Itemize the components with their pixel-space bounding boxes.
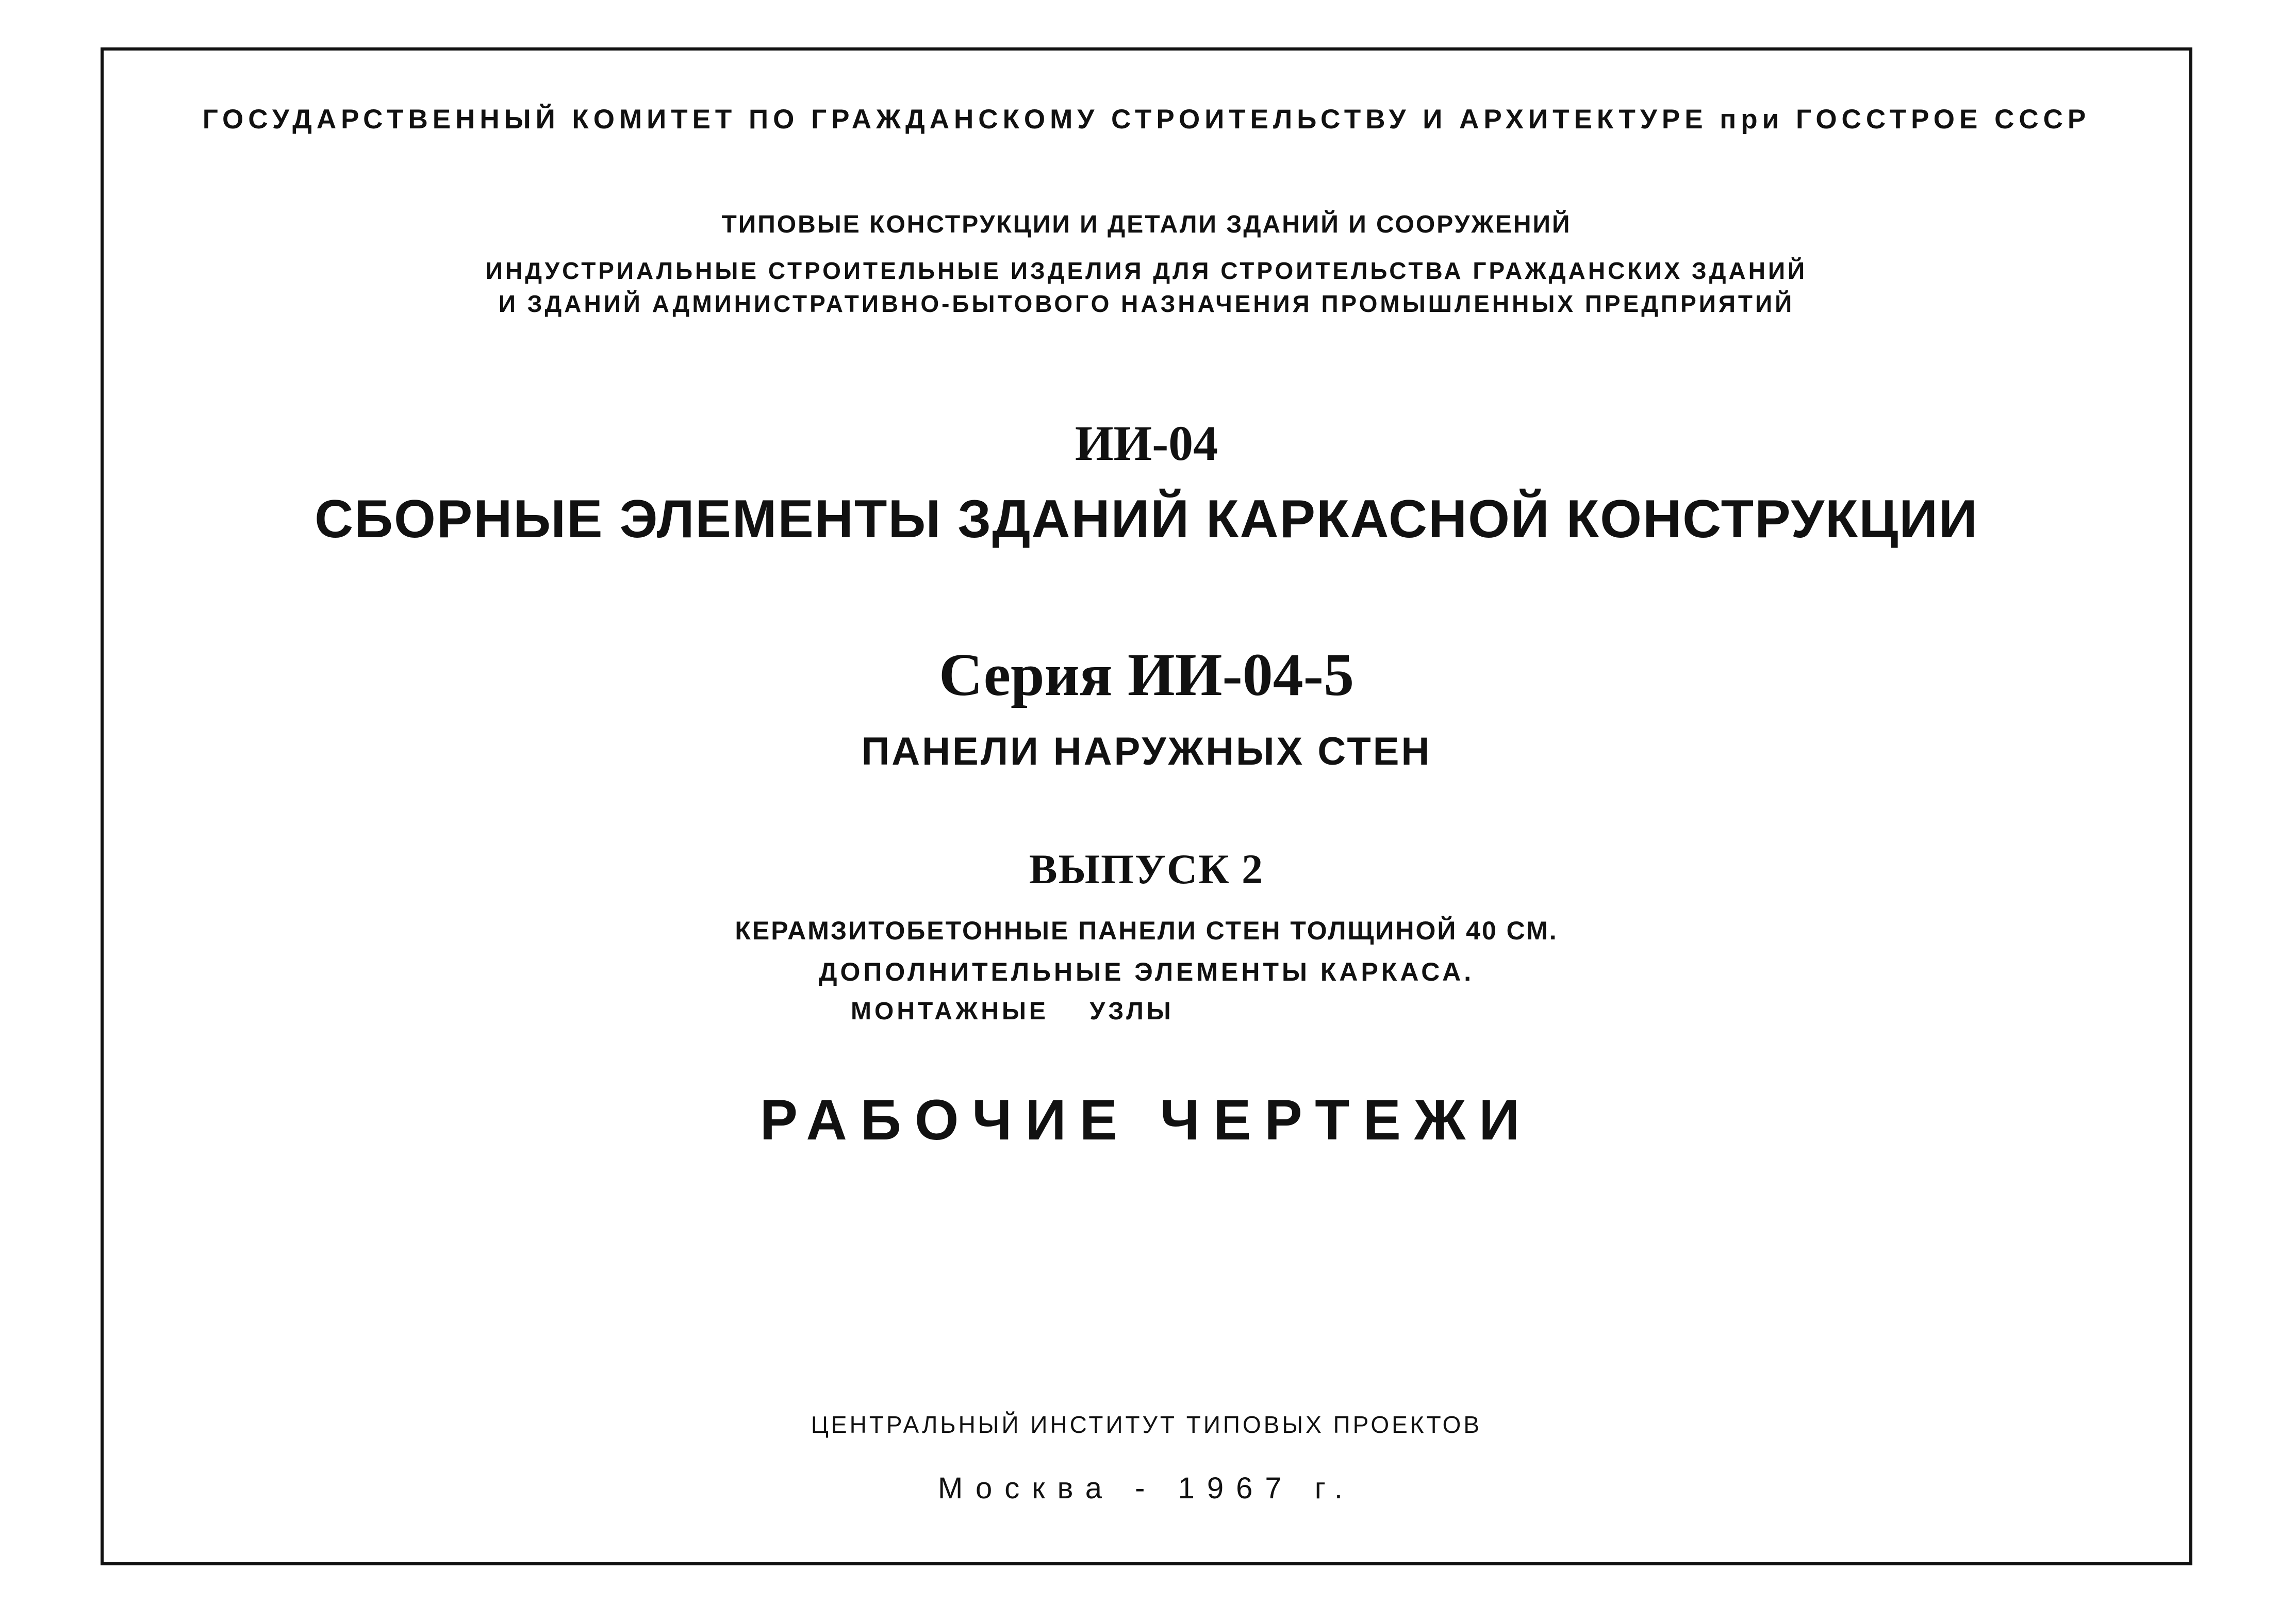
collection-code: ИИ-04 bbox=[1075, 416, 1218, 471]
document-type-heading: РАБОЧИЕ ЧЕРТЕЖИ bbox=[759, 1088, 1533, 1152]
issue-description-line-1: КЕРАМЗИТОБЕТОННЫЕ ПАНЕЛИ СТЕН ТОЛЩИНОЙ 40 СМ. bbox=[735, 916, 1558, 945]
series-label: Серия ИИ-04-5 bbox=[938, 641, 1355, 708]
industrial-products-line-2: И ЗДАНИЙ АДМИНИСТРАТИВНО-БЫТОВОГО НАЗНАЧЕНИЯ ПРОМЫШЛЕННЫХ ПРЕДПРИЯТИЙ bbox=[498, 290, 1795, 317]
issue-description-line-2: ДОПОЛНИТЕЛЬНЫЕ ЭЛЕМЕНТЫ КАРКАСА. bbox=[818, 957, 1475, 986]
industrial-products-line-1: ИНДУСТРИАЛЬНЫЕ СТРОИТЕЛЬНЫЕ ИЗДЕЛИЯ ДЛЯ СТРОИТЕЛЬСТВА ГРАЖДАНСКИХ ЗДАНИЙ bbox=[485, 257, 1808, 284]
typical-structures-heading: ТИПОВЫЕ КОНСТРУКЦИИ И ДЕТАЛИ ЗДАНИЙ И СООРУЖЕНИЙ bbox=[721, 211, 1572, 238]
series-title: ПАНЕЛИ НАРУЖНЫХ СТЕН bbox=[861, 730, 1432, 773]
place-and-year: Москва - 1967 г. bbox=[938, 1472, 1355, 1505]
publisher-institute: ЦЕНТРАЛЬНЫЙ ИНСТИТУТ ТИПОВЫХ ПРОЕКТОВ bbox=[811, 1411, 1482, 1438]
committee-heading: ГОСУДАРСТВЕННЫЙ КОМИТЕТ ПО ГРАЖДАНСКОМУ СТРОИТЕЛЬСТВУ И АРХИТЕКТУРЕ при ГОССТРОЕ СССР bbox=[202, 104, 2091, 135]
issue-description-line-3: МОНТАЖНЫЕ УЗЛЫ bbox=[851, 998, 1174, 1025]
collection-title: СБОРНЫЕ ЭЛЕМЕНТЫ ЗДАНИЙ КАРКАСНОЙ КОНСТРУКЦИИ bbox=[315, 489, 1978, 549]
issue-label: ВЫПУСК 2 bbox=[1029, 846, 1264, 892]
